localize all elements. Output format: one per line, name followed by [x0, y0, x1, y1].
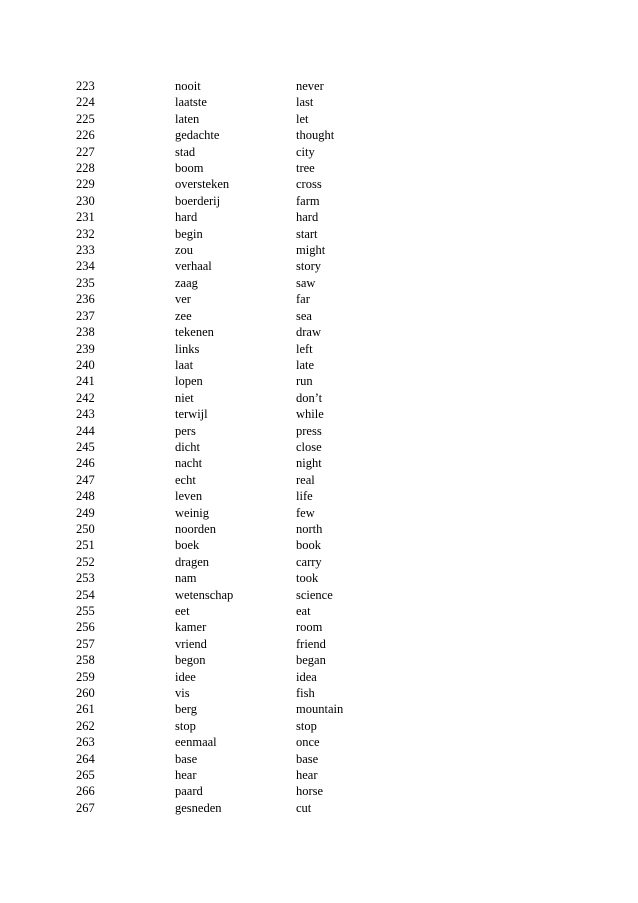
row-number: 224 [76, 95, 95, 110]
english-word: cross [296, 177, 322, 192]
dutch-word: stop [175, 718, 196, 733]
word-row [0, 226, 638, 242]
row-number: 244 [76, 423, 95, 438]
word-row [0, 488, 638, 504]
english-word: farm [296, 193, 320, 208]
english-word: north [296, 521, 323, 536]
word-row [0, 472, 638, 488]
row-number: 264 [76, 751, 95, 766]
word-row [0, 308, 638, 324]
dutch-word: ver [175, 292, 191, 307]
row-number: 251 [76, 538, 95, 553]
row-number: 246 [76, 456, 95, 471]
english-word: saw [296, 275, 316, 290]
row-number: 252 [76, 554, 95, 569]
english-word: base [296, 751, 319, 766]
english-word: few [296, 505, 315, 520]
row-number: 253 [76, 571, 95, 586]
word-list [0, 78, 638, 816]
dutch-word: laatste [175, 95, 207, 110]
row-number: 228 [76, 161, 95, 176]
english-word: sea [296, 308, 312, 323]
dutch-word: gesneden [175, 800, 222, 815]
dutch-word: dicht [175, 439, 200, 454]
dutch-word: begon [175, 653, 206, 668]
dutch-word: oversteken [175, 177, 230, 192]
dutch-word: nacht [175, 456, 203, 471]
row-number: 233 [76, 243, 95, 258]
row-number: 225 [76, 111, 95, 126]
row-number: 249 [76, 505, 95, 520]
row-number: 241 [76, 374, 95, 389]
dutch-word: boerderij [175, 193, 221, 208]
row-number: 237 [76, 308, 95, 323]
row-number: 227 [76, 144, 95, 159]
word-row [0, 341, 638, 357]
english-word: mountain [296, 702, 344, 717]
word-row [0, 718, 638, 734]
row-number: 255 [76, 604, 95, 618]
english-word: left [296, 341, 313, 356]
dutch-word: eenmaal [175, 735, 217, 750]
word-row [0, 373, 638, 389]
word-row [0, 242, 638, 258]
dutch-word: wetenschap [175, 587, 234, 602]
dutch-word: vriend [175, 636, 207, 651]
english-word: night [296, 456, 322, 471]
english-word: hard [296, 210, 319, 225]
english-word: took [296, 571, 319, 586]
english-word: might [296, 243, 326, 258]
row-number: 254 [76, 587, 95, 602]
word-row [0, 78, 638, 94]
dutch-word: boek [175, 538, 200, 553]
dutch-word: tekenen [175, 325, 214, 340]
dutch-word: laat [175, 357, 194, 372]
row-number: 259 [76, 669, 95, 684]
english-word: run [296, 374, 313, 389]
english-word: while [296, 407, 324, 422]
word-row [0, 767, 638, 783]
row-number: 260 [76, 686, 95, 701]
word-row [0, 439, 638, 455]
dutch-word: niet [175, 390, 194, 405]
english-word: don’t [296, 390, 323, 405]
dutch-word: laten [175, 111, 200, 126]
dutch-word: dragen [175, 554, 210, 569]
row-number: 261 [76, 702, 95, 717]
row-number: 256 [76, 620, 95, 635]
dutch-word: noorden [175, 521, 216, 536]
row-number: 239 [76, 341, 95, 356]
word-row [0, 751, 638, 767]
dutch-word: berg [175, 702, 197, 717]
word-row [0, 275, 638, 291]
dutch-word: weinig [175, 505, 210, 520]
word-row [0, 193, 638, 209]
dutch-word: zee [175, 308, 192, 323]
dutch-word: nooit [175, 79, 201, 93]
word-row [0, 291, 638, 307]
word-row [0, 783, 638, 799]
english-word: room [296, 620, 323, 635]
english-word: carry [296, 554, 322, 569]
row-number: 236 [76, 292, 95, 307]
dutch-word: kamer [175, 620, 207, 635]
row-number: 242 [76, 390, 95, 405]
dutch-word: zaag [175, 275, 198, 290]
english-word: life [296, 489, 313, 504]
word-row [0, 800, 638, 816]
word-row [0, 537, 638, 553]
word-row [0, 669, 638, 685]
english-word: last [296, 95, 314, 110]
word-row [0, 324, 638, 340]
english-word: stop [296, 718, 317, 733]
word-row [0, 406, 638, 422]
word-row [0, 144, 638, 160]
row-number: 229 [76, 177, 95, 192]
word-row [0, 619, 638, 635]
word-row [0, 603, 638, 619]
english-word: science [296, 587, 333, 602]
english-word: friend [296, 636, 326, 651]
row-number: 267 [76, 800, 95, 815]
english-word: late [296, 357, 315, 372]
english-word: draw [296, 325, 321, 340]
row-number: 248 [76, 489, 95, 504]
row-number: 230 [76, 193, 95, 208]
english-word: thought [296, 128, 335, 143]
row-number: 223 [76, 79, 95, 93]
row-number: 263 [76, 735, 95, 750]
word-row [0, 652, 638, 668]
english-word: book [296, 538, 321, 553]
english-word: city [296, 144, 315, 159]
dutch-word: idee [175, 669, 196, 684]
english-word: idea [296, 669, 317, 684]
english-word: cut [296, 800, 312, 815]
word-row [0, 701, 638, 717]
row-number: 235 [76, 275, 95, 290]
word-row [0, 357, 638, 373]
english-word: press [296, 423, 322, 438]
english-word: once [296, 735, 320, 750]
dutch-word: eet [175, 604, 190, 618]
dutch-word: terwijl [175, 407, 208, 422]
dutch-word: boom [175, 161, 204, 176]
row-number: 231 [76, 210, 95, 225]
row-number: 234 [76, 259, 95, 274]
row-number: 250 [76, 521, 95, 536]
dutch-word: base [175, 751, 198, 766]
dutch-word: echt [175, 472, 196, 487]
english-word: far [296, 292, 310, 307]
english-word: close [296, 439, 322, 454]
word-row [0, 209, 638, 225]
word-row [0, 111, 638, 127]
row-number: 258 [76, 653, 95, 668]
dutch-word: begin [175, 226, 203, 241]
dutch-word: hard [175, 210, 198, 225]
english-word: began [296, 653, 326, 668]
english-word: let [296, 111, 309, 126]
english-word: horse [296, 784, 324, 799]
word-row [0, 685, 638, 701]
english-word: eat [296, 604, 311, 618]
row-number: 265 [76, 768, 95, 783]
dutch-word: verhaal [175, 259, 212, 274]
word-row [0, 636, 638, 652]
word-row [0, 258, 638, 274]
word-row [0, 505, 638, 521]
row-number: 262 [76, 718, 95, 733]
dutch-word: stad [175, 144, 196, 159]
row-number: 240 [76, 357, 95, 372]
word-row [0, 160, 638, 176]
dutch-word: pers [175, 423, 196, 438]
row-number: 238 [76, 325, 95, 340]
word-row [0, 554, 638, 570]
dutch-word: vis [175, 686, 190, 701]
english-word: never [296, 79, 324, 93]
english-word: story [296, 259, 321, 274]
word-row [0, 176, 638, 192]
word-row [0, 423, 638, 439]
word-row [0, 570, 638, 586]
dutch-word: paard [175, 784, 203, 799]
word-row [0, 127, 638, 143]
english-word: real [296, 472, 315, 487]
english-word: fish [296, 686, 315, 701]
english-word: tree [296, 161, 315, 176]
word-row [0, 455, 638, 471]
word-row [0, 734, 638, 750]
dutch-word: hear [175, 768, 197, 783]
dutch-word: zou [175, 243, 194, 258]
row-number: 266 [76, 784, 95, 799]
dutch-word: gedachte [175, 128, 220, 143]
word-row [0, 390, 638, 406]
row-number: 226 [76, 128, 95, 143]
word-row [0, 587, 638, 603]
english-word: start [296, 226, 318, 241]
word-row [0, 94, 638, 110]
dutch-word: lopen [175, 374, 203, 389]
row-number: 243 [76, 407, 95, 422]
row-number: 257 [76, 636, 95, 651]
word-row [0, 521, 638, 537]
dutch-word: links [175, 341, 200, 356]
english-word: hear [296, 768, 318, 783]
row-number: 245 [76, 439, 95, 454]
row-number: 247 [76, 472, 95, 487]
dutch-word: leven [175, 489, 203, 504]
row-number: 232 [76, 226, 95, 241]
dutch-word: nam [175, 571, 197, 586]
